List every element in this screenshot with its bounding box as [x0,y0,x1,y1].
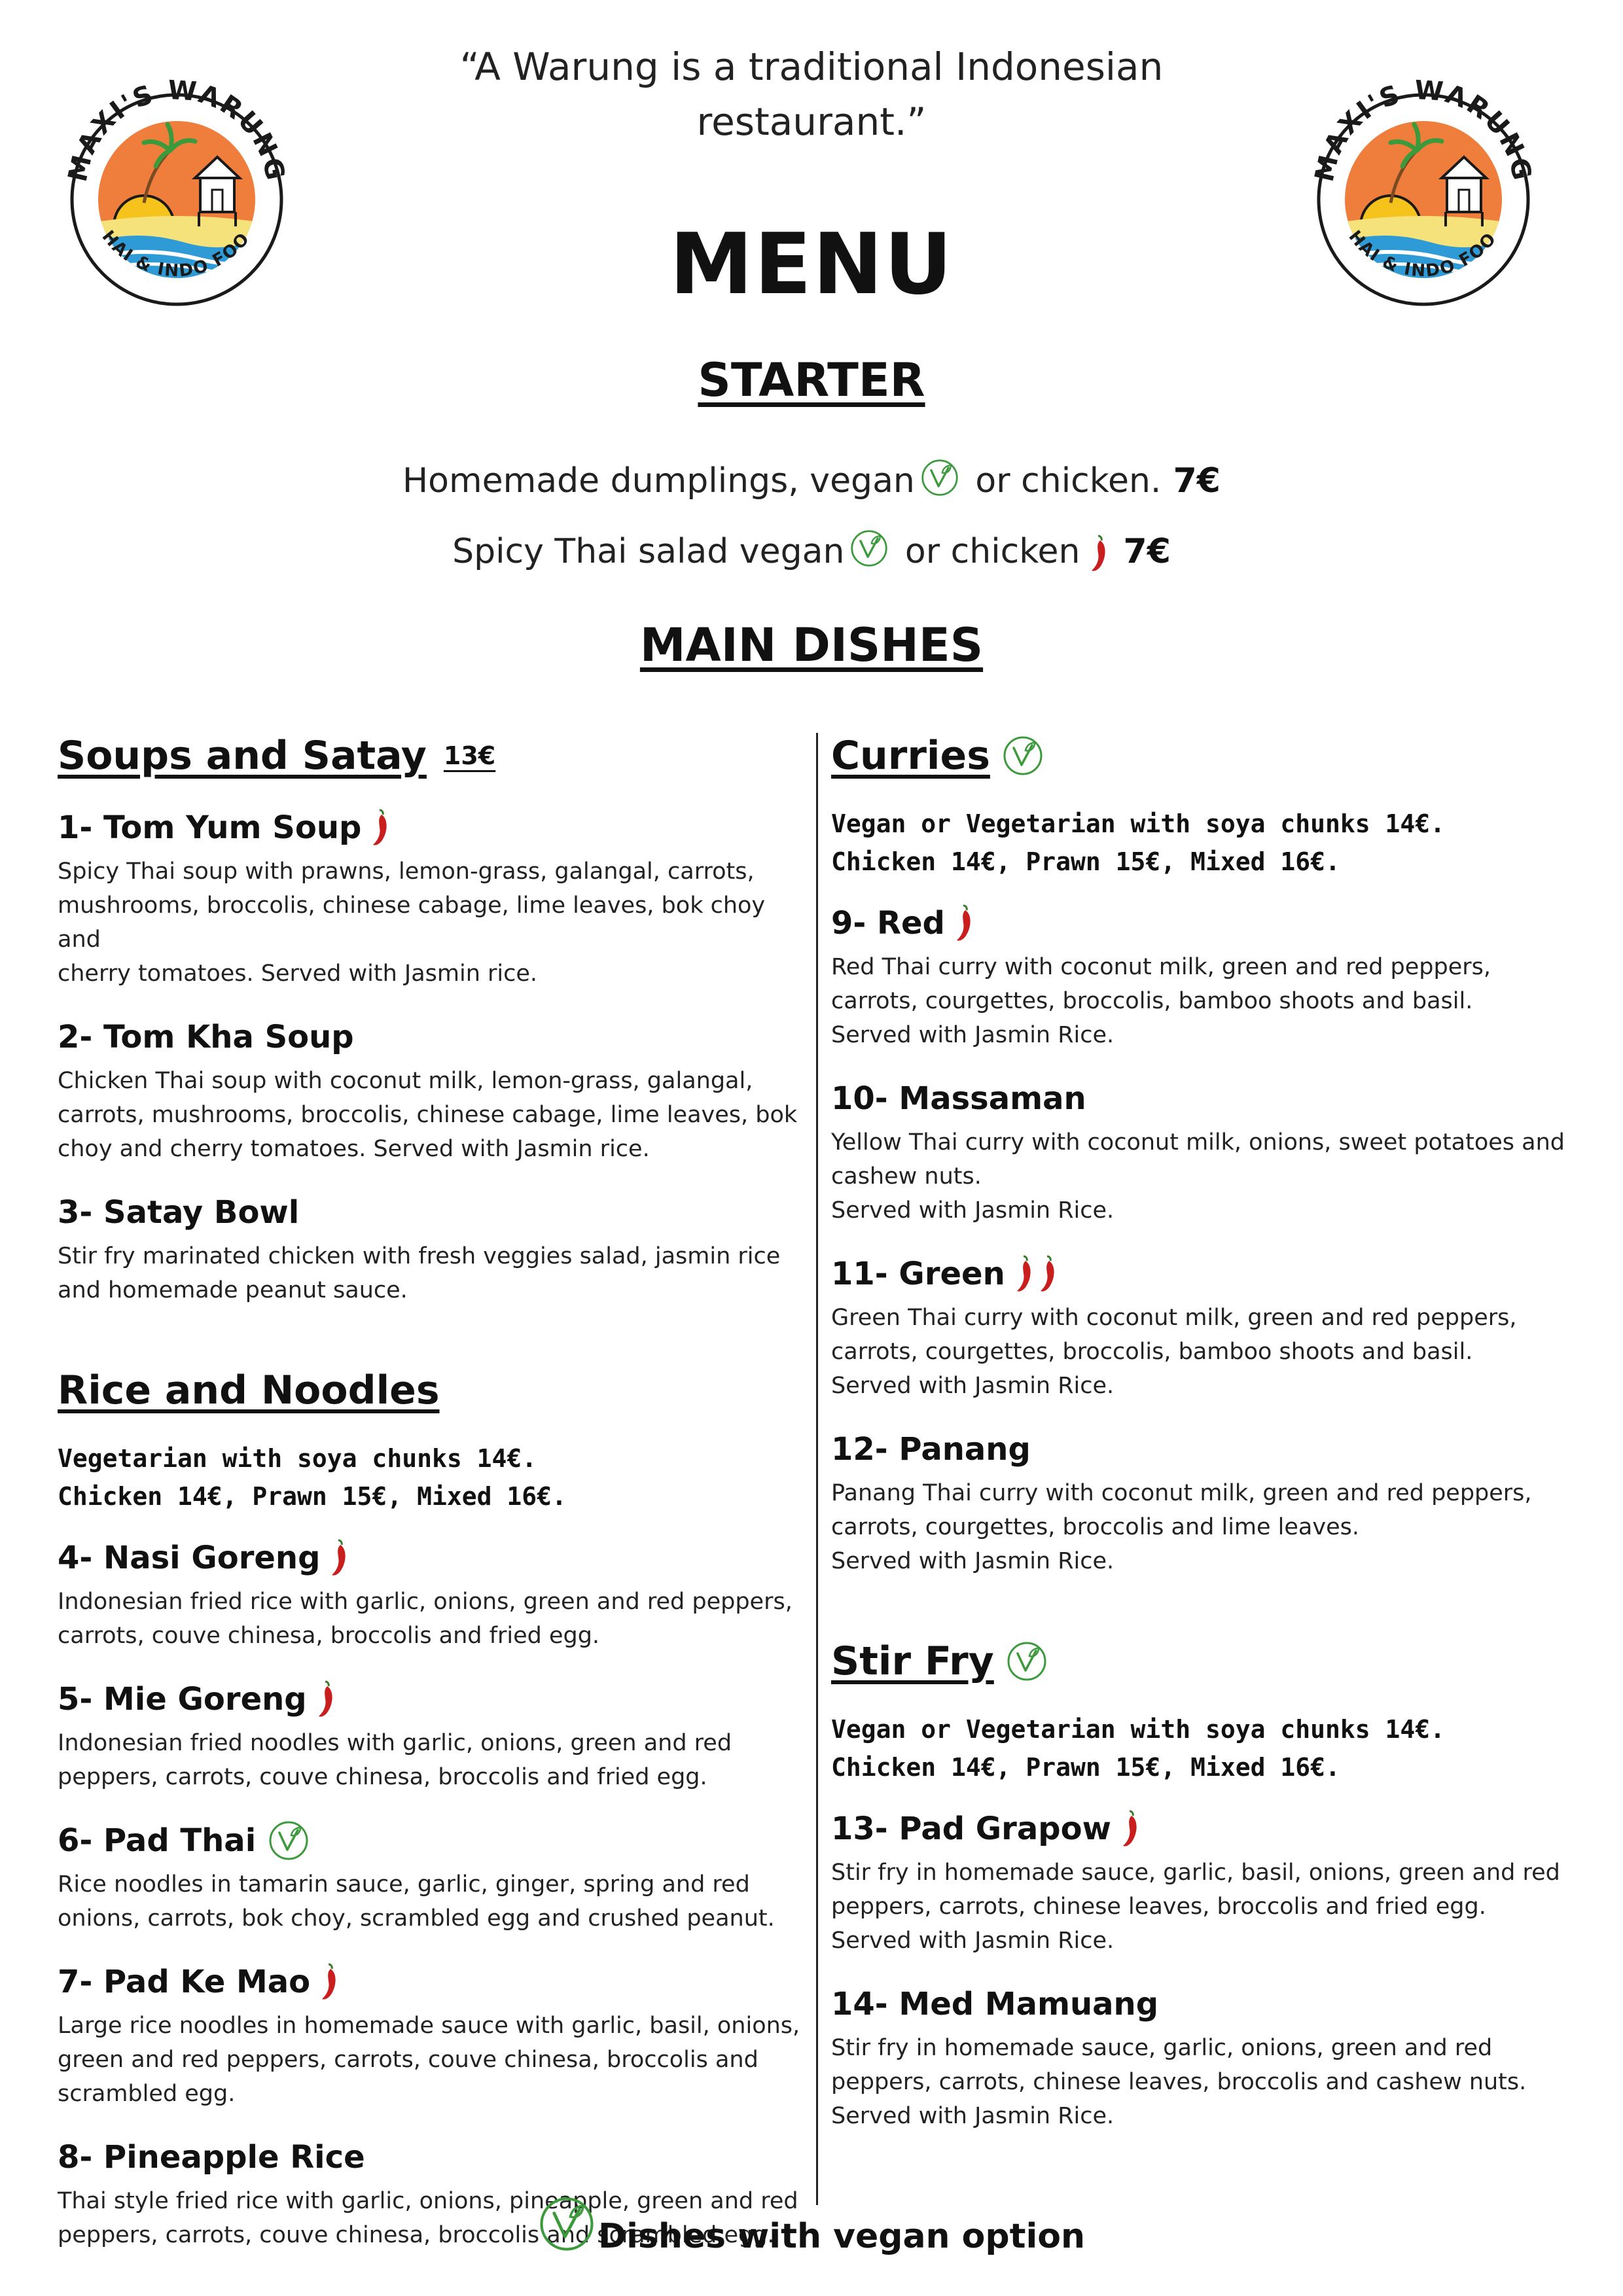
curries-price-line-2: Chicken 14€, Prawn 15€, Mixed 16€. [831,847,1340,876]
dish-title: 12- Panang [831,1431,1031,1468]
restaurant-logo-right [1293,26,1554,366]
chili-pepper-icon [1120,1810,1143,1848]
dish-description: Large rice noodles in homemade sauce with garlic, basil, onions, green and red peppers, carrots, couve chinesa, broccolis and scrambled egg. [58,2013,800,2107]
chili-pepper-icon [329,1539,351,1577]
chili-pepper-icon [370,809,393,847]
rice-prices [58,1439,804,1515]
dish-title: 11- Green [831,1256,1005,1292]
starter-dumplings-price: 7€ [1161,461,1221,501]
chili-pepper-icon [319,1963,342,2001]
starter-dumplings-text: Homemade dumplings, vegan [402,461,915,501]
dish-title: 4- Nasi Goreng [58,1540,321,1576]
chili-pepper-icon [954,904,976,942]
dish-name [58,2134,804,2180]
category-curries-title: Curries [831,733,990,779]
vegan-legend [0,2195,1623,2256]
category-soups [58,733,804,779]
starter-salad-text: Spicy Thai salad vegan [452,532,845,571]
category-soups-price: 13€ [443,741,496,770]
menu-title: MENU [669,216,954,313]
stirfry-price-line-2: Chicken 14€, Prawn 15€, Mixed 16€. [831,1753,1340,1782]
category-stirfry-title: Stir Fry [831,1638,994,1684]
dish-description: Red Thai curry with coconut milk, green and red peppers, carrots, courgettes, broccolis, bamboo shoots and basil. Served with Jasmin Rice. [831,954,1491,1048]
main-dishes-title: MAIN DISHES [639,618,984,672]
column-divider [816,733,818,2205]
right-column [831,733,1584,2157]
category-rice-noodles [58,1368,804,1413]
dish-description: Stir fry in homemade sauce, garlic, basil, onions, green and red peppers, carrots, chinese leaves, broccolis and fried egg. Served with Jasmin Rice. [831,1860,1560,1954]
dish-name [831,1426,1584,1472]
stirfry-prices [831,1710,1584,1786]
dish-title: 2- Tom Kha Soup [58,1019,354,1055]
curries-dish-list [831,900,1584,1578]
dish-name [831,1981,1584,2027]
soups-dish-list [58,805,804,1307]
dish-name [58,1535,804,1581]
dish-name [58,1818,804,1863]
starter-line-dumplings [0,458,1623,501]
dish-title: 9- Red [831,905,945,942]
dish-name [831,1076,1584,1122]
starter-line-salad [0,529,1623,573]
chili-pepper-icon [1038,1255,1060,1293]
dish-title: 10- Massaman [831,1080,1086,1117]
dish-description: Indonesian fried rice with garlic, onions, green and red peppers, carrots, couve chinesa, broccolis and fried egg. [58,1589,793,1649]
dish-description: Chicken Thai soup with coconut milk, lemon-grass, galangal, carrots, mushrooms, broccolis, chinese cabage, lime leaves, bok choy and cherry tomatoes. Served with Jasmin rice. [58,1068,798,1162]
restaurant-logo-left [46,26,308,366]
dish-name [58,805,804,851]
rice-price-line-1: Vegetarian with soya chunks 14€. [58,1444,537,1473]
svg-text:MAXI'S WARUNG: MAXI'S WARUNG [62,75,291,185]
stirfry-price-line-1: Vegan or Vegetarian with soya chunks 14€. [831,1715,1445,1744]
rice-dish-list [58,1535,804,2252]
dish-title: 1- Tom Yum Soup [58,809,362,846]
svg-text:THAI & INDO FOOD: HAI & INDO FOO [98,226,255,281]
vegan-leaf-icon [268,1820,310,1862]
dish-title: 8- Pineapple Rice [58,2139,365,2176]
dish-description: Thai style fried rice with garlic, onions, pineapple, green and red peppers, carrots, couve chinesa, broccolis and scrambled egg. [58,2188,798,2248]
dish-name [58,1190,804,1235]
dish-name [58,1959,804,2005]
dish-description: Stir fry marinated chicken with fresh veggies salad, jasmin rice and homemade peanut sauce. [58,1243,781,1303]
category-rice-title: Rice and Noodles [58,1368,440,1413]
dish-title: 13- Pad Grapow [831,1810,1111,1847]
category-soups-title: Soups and Satay [58,733,427,779]
dish-description: Indonesian fried noodles with garlic, onions, green and red peppers, carrots, couve chinesa, broccolis and fried egg. [58,1730,732,1790]
dish-name [831,1806,1584,1852]
starter-dumplings-or: or chicken. [964,461,1162,501]
chili-pepper-icon [1089,535,1111,573]
starter-salad-price: 7€ [1111,532,1171,571]
left-column [58,733,804,2276]
vegan-leaf-icon [1006,1640,1048,1682]
vegan-legend-text: Dishes with vegan option [597,2217,1086,2256]
category-stir-fry [831,1638,1584,1684]
vegan-leaf-icon [849,529,889,568]
starter-title: STARTER [698,353,925,407]
vegan-leaf-icon [920,458,959,497]
dish-description: Spicy Thai soup with prawns, lemon-grass, galangal, carrots, mushrooms, broccolis, chinese cabage, lime leaves, bok choy and cherry tomatoes. Served with Jasmin rice. [58,858,766,987]
dish-name [58,1014,804,1060]
dish-description: Green Thai curry with coconut milk, green and red peppers, carrots, courgettes, broccolis, bamboo shoots and basil. Served with Jasmin Rice. [831,1305,1517,1399]
dish-description: Yellow Thai curry with coconut milk, onions, sweet potatoes and cashew nuts. Served with Jasmin Rice. [831,1129,1565,1224]
dish-title: 6- Pad Thai [58,1822,257,1859]
starter-salad-or: or chicken [894,532,1080,571]
dish-name [831,900,1584,946]
dish-title: 7- Pad Ke Mao [58,1964,311,2000]
category-curries [831,733,1584,779]
curries-price-line-1: Vegan or Vegetarian with soya chunks 14€. [831,809,1445,838]
curries-prices [831,805,1584,881]
intro-quote: “A Warung is a traditional Indonesian restaurant.” [459,44,1164,144]
svg-text:THAI & INDO FOOD: HAI & INDO FOO [1344,226,1501,281]
vegan-leaf-icon [538,2195,596,2253]
dish-name [58,1676,804,1722]
dish-title: 5- Mie Goreng [58,1681,307,1718]
svg-text:MAXI'S WARUNG: MAXI'S WARUNG [1309,75,1538,185]
dish-description: Rice noodles in tamarin sauce, garlic, ginger, spring and red onions, carrots, bok choy, scrambled egg and crushed peanut. [58,1871,775,1932]
dish-title: 3- Satay Bowl [58,1194,300,1231]
chili-pepper-icon [316,1680,338,1718]
dish-name [831,1251,1584,1297]
stirfry-dish-list [831,1806,1584,2133]
vegan-leaf-icon [1002,735,1044,777]
dish-description: Panang Thai curry with coconut milk, green and red peppers, carrots, courgettes, broccolis and lime leaves. Served with Jasmin Rice. [831,1480,1532,1574]
chili-pepper-icon [1014,1255,1037,1293]
dish-title: 14- Med Mamuang [831,1986,1159,2022]
dish-description: Stir fry in homemade sauce, garlic, onions, green and red peppers, carrots, chinese leaves, broccolis and cashew nuts. Served with Jasmin Rice. [831,2035,1527,2129]
rice-price-line-2: Chicken 14€, Prawn 15€, Mixed 16€. [58,1482,567,1511]
